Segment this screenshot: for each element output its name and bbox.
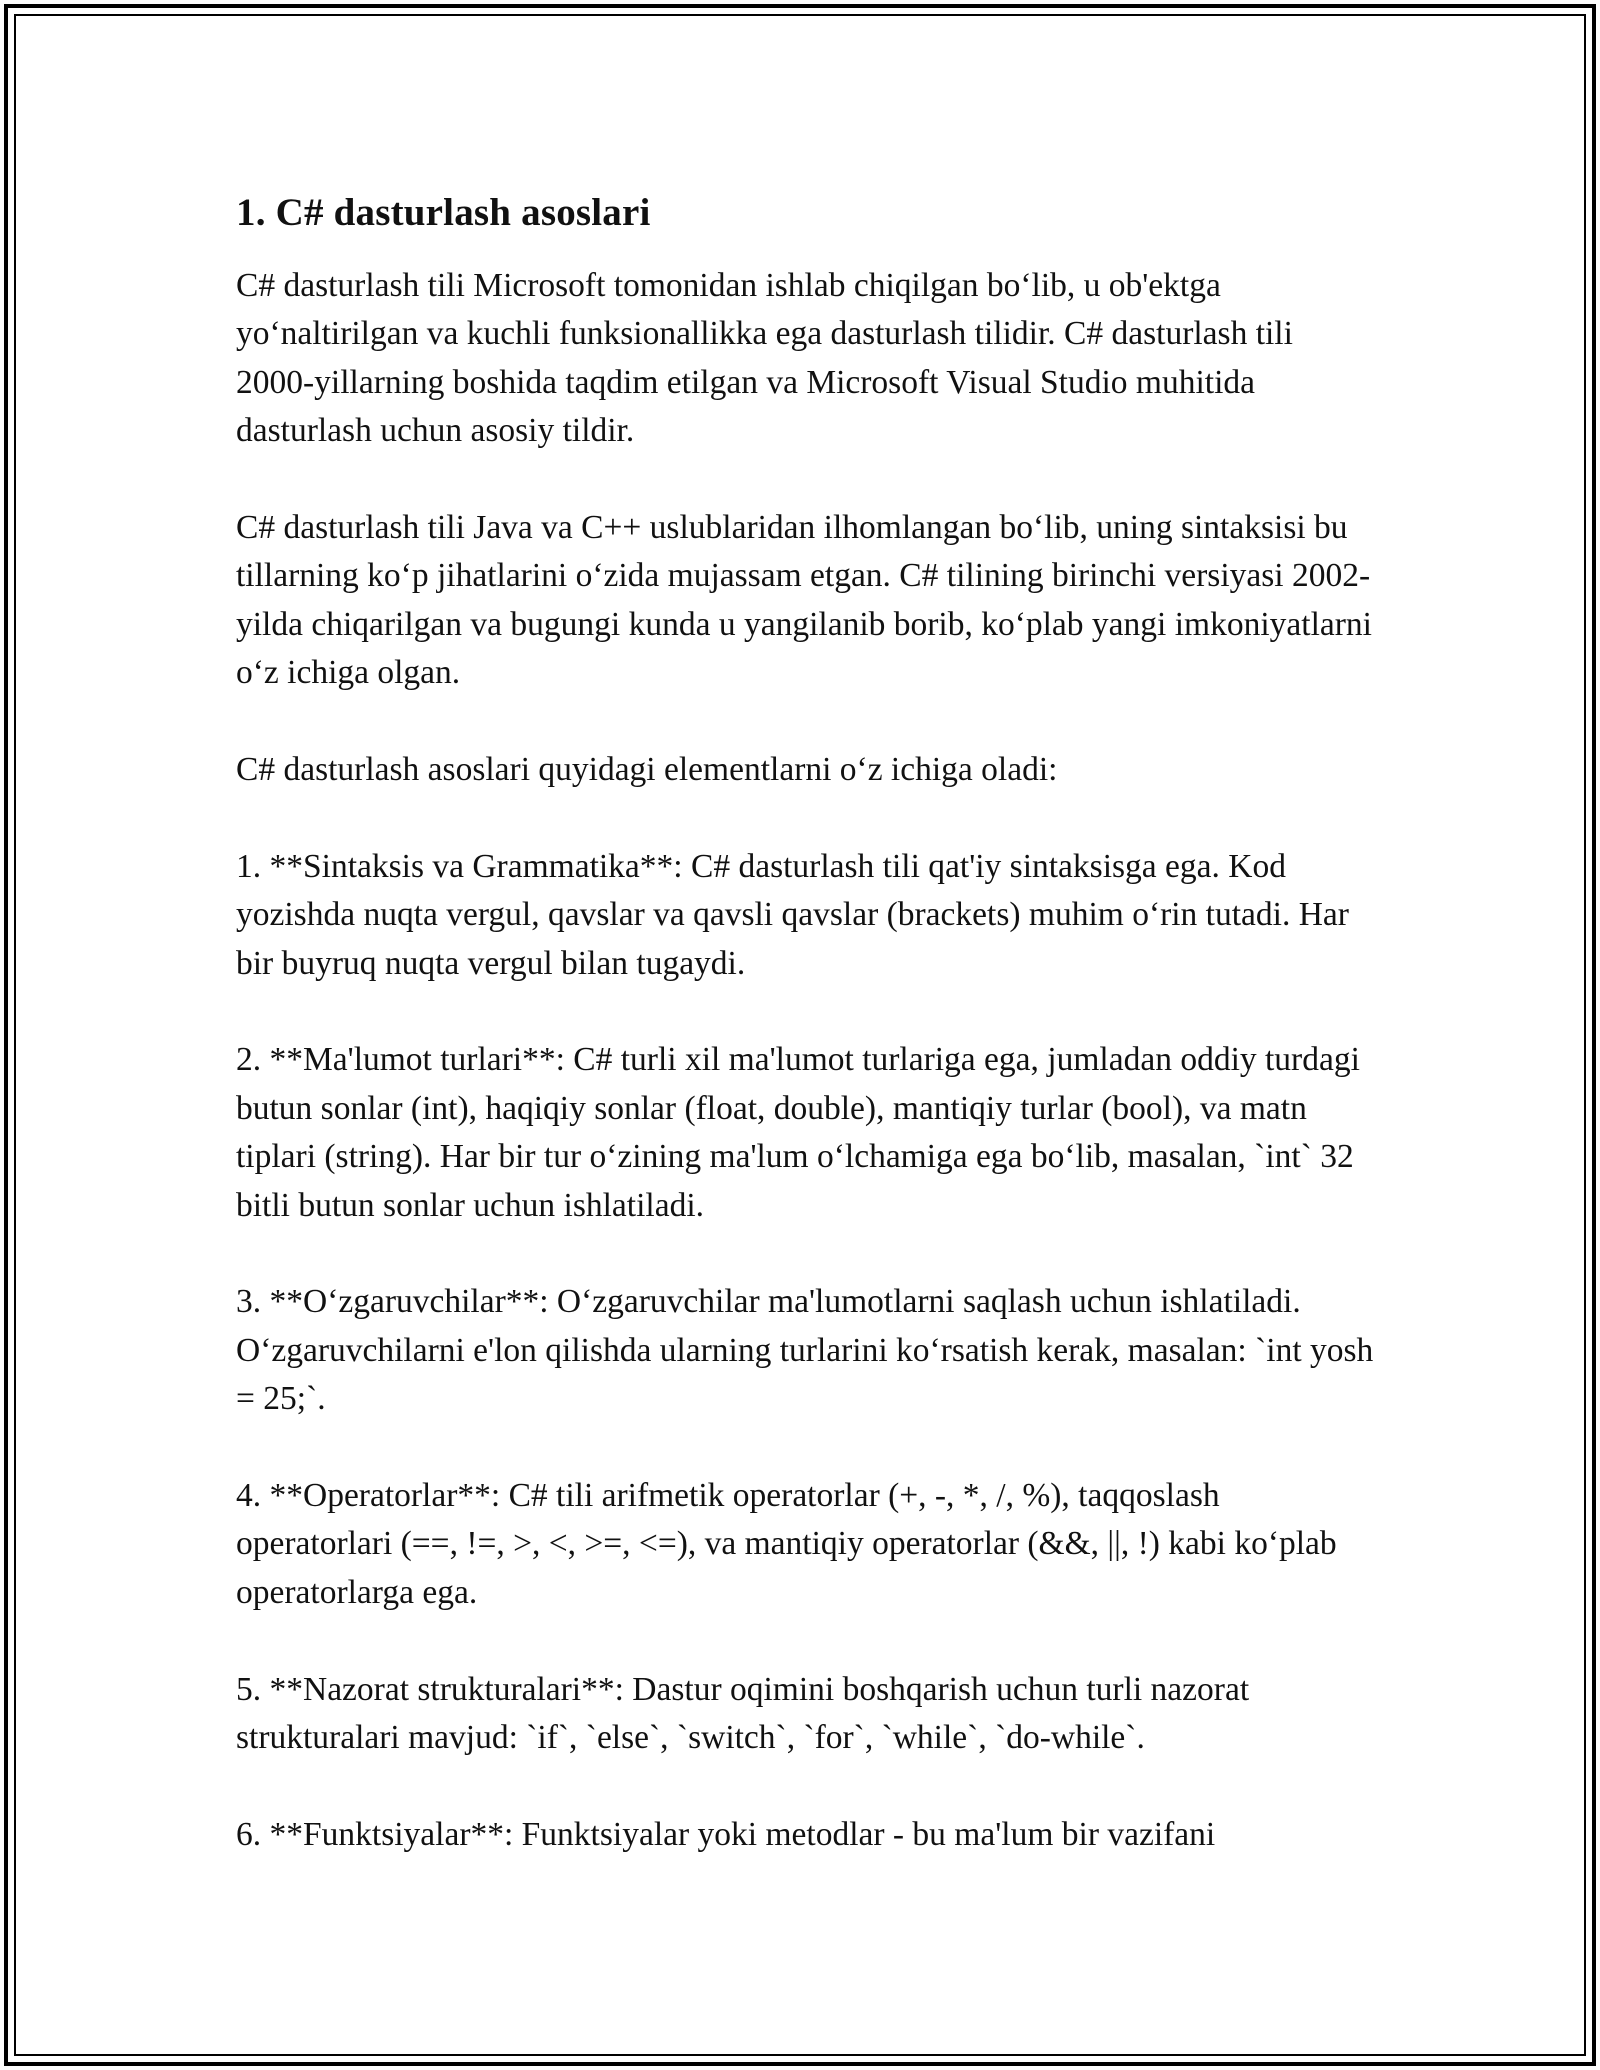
list-item-syntax: 1. **Sintaksis va Grammatika**: C# dasturlash tili qat'iy sintaksisga ega. Kod yozishda nuqta vergul, qavslar va qavsli qavslar (brackets) muhim o‘rin tutadi. Har bir buyruq nuqta vergul bilan tugaydi.	[236, 847, 1349, 982]
list-item-operators: 4. **Operatorlar**: C# tili arifmetik operatorlar (+, -, *, /, %), taqqoslash operatorlari (==, !=, >, <, >=, <=), va mantiqiy operatorlar (&&, ||, !) kabi ko‘plab operatorlarga ega.	[236, 1477, 1337, 1611]
section-heading: 1. C# dasturlash asoslari	[236, 191, 651, 234]
list-item-data-types: 2. **Ma'lumot turlari**: C# turli xil ma'lumot turlariga ega, jumladan oddiy turdagi butun sonlar (int), haqiqiy sonlar (float, double), mantiqiy turlar (bool), va matn tiplari (string). Har bir tur o‘zining ma'lum o‘lchamiga ega bo‘lib, masalan, `int` 32 bitli butun sonlar uchun ishlatiladi.	[236, 1041, 1360, 1224]
list-item-variables: 3. **O‘zgaruvchilar**: O‘zgaruvchilar ma'lumotlarni saqlash uchun ishlatiladi. O‘zgaruvchilarni e'lon qilishda ularning turlarini ko‘rsatish kerak, masalan: `int yosh = 25;`.	[236, 1283, 1374, 1418]
document-body	[236, 186, 1376, 1908]
elements-intro-paragraph: C# dasturlash asoslari quyidagi elementlarni o‘z ichiga oladi:	[236, 751, 1058, 789]
intro-paragraph: C# dasturlash tili Microsoft tomonidan ishlab chiqilgan bo‘lib, u ob'ektga yo‘naltirilgan va kuchli funksionallikka ega dasturlash tilidir. C# dasturlash tili 2000-yillarning boshida taqdim etilgan va Microsoft Visual Studio muhitida dasturlash uchun asosiy tildir.	[236, 267, 1293, 450]
list-item-functions: 6. **Funktsiyalar**: Funktsiyalar yoki metodlar - bu ma'lum bir vazifani	[236, 1815, 1216, 1853]
history-paragraph: C# dasturlash tili Java va C++ uslublaridan ilhomlangan bo‘lib, uning sintaksisi bu tillarning ko‘p jihatlarini o‘zida mujassam etgan. C# tilining birinchi versiyasi 2002-yilda chiqarilgan va bugungi kunda u yangilanib borib, ko‘plab yangi imkoniyatlarni o‘z ichiga olgan.	[236, 509, 1372, 692]
list-item-control-structures: 5. **Nazorat strukturalari**: Dastur oqimini boshqarish uchun turli nazorat strukturalari mavjud: `if`, `else`, `switch`, `for`, `while`, `do-while`.	[236, 1670, 1250, 1757]
